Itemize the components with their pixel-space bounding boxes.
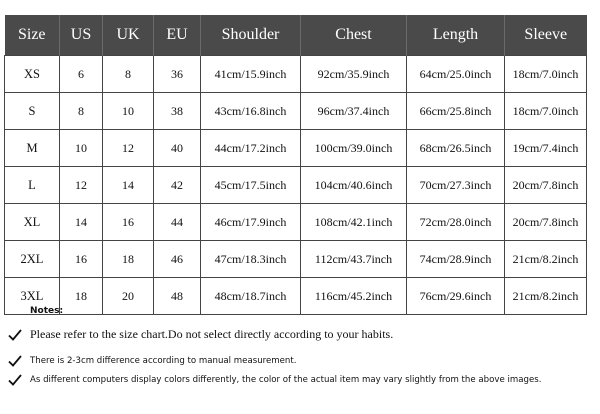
table-header-row bbox=[5, 15, 587, 56]
table-row bbox=[5, 204, 587, 241]
table-cell: 12 bbox=[103, 130, 154, 167]
table-cell: 18 bbox=[103, 241, 154, 278]
table-cell: 36 bbox=[154, 56, 201, 93]
table-cell: 10 bbox=[103, 93, 154, 130]
table-cell: 12 bbox=[60, 167, 103, 204]
note-item bbox=[8, 374, 541, 386]
column-header: EU bbox=[154, 15, 201, 56]
table-cell: 19cm/7.4inch bbox=[505, 130, 587, 167]
table-cell: 38 bbox=[154, 93, 201, 130]
table-cell: 14 bbox=[103, 167, 154, 204]
notes-section bbox=[8, 306, 593, 385]
table-row bbox=[5, 130, 587, 167]
table-cell: 104cm/40.6inch bbox=[301, 167, 407, 204]
size-chart-container bbox=[4, 15, 586, 315]
table-cell: 72cm/28.0inch bbox=[407, 204, 505, 241]
size-cell: L bbox=[5, 167, 60, 204]
table-cell: 8 bbox=[103, 56, 154, 93]
table-cell: 48 bbox=[154, 278, 201, 315]
note-item bbox=[8, 355, 296, 367]
table-cell: 40 bbox=[154, 130, 201, 167]
table-cell: 116cm/45.2inch bbox=[301, 278, 407, 315]
table-cell: 16 bbox=[103, 204, 154, 241]
size-cell: XL bbox=[5, 204, 60, 241]
table-cell: 47cm/18.3inch bbox=[201, 241, 301, 278]
size-cell: XS bbox=[5, 56, 60, 93]
table-cell: 42 bbox=[154, 167, 201, 204]
table-cell: 44 bbox=[154, 204, 201, 241]
table-cell: 68cm/26.5inch bbox=[407, 130, 505, 167]
table-cell: 10 bbox=[60, 130, 103, 167]
table-cell: 20cm/7.8inch bbox=[505, 167, 587, 204]
size-chart-table bbox=[4, 15, 587, 315]
table-cell: 18cm/7.0inch bbox=[505, 93, 587, 130]
note-item bbox=[8, 327, 393, 342]
note-text: Please refer to the size chart.Do not select directly according to your habits. bbox=[30, 327, 394, 341]
column-header: Sleeve bbox=[505, 15, 587, 56]
check-mark-icon bbox=[8, 329, 22, 341]
table-row bbox=[5, 93, 587, 130]
table-cell: 46cm/17.9inch bbox=[201, 204, 301, 241]
table-cell: 108cm/42.1inch bbox=[301, 204, 407, 241]
table-cell: 92cm/35.9inch bbox=[301, 56, 407, 93]
column-header: Shoulder bbox=[201, 15, 301, 56]
table-body bbox=[5, 56, 587, 315]
column-header: US bbox=[60, 15, 103, 56]
column-header: Chest bbox=[301, 15, 407, 56]
table-row bbox=[5, 56, 587, 93]
column-header: Length bbox=[407, 15, 505, 56]
table-cell: 70cm/27.3inch bbox=[407, 167, 505, 204]
table-cell: 21cm/8.2inch bbox=[505, 241, 587, 278]
column-header: UK bbox=[103, 15, 154, 56]
table-cell: 20 bbox=[103, 278, 154, 315]
size-cell: 2XL bbox=[5, 241, 60, 278]
note-text: As different computers display colors differently, the color of the actual item may vary slightly from the above images. bbox=[30, 375, 542, 385]
table-cell: 8 bbox=[60, 93, 103, 130]
size-cell: M bbox=[5, 130, 60, 167]
size-cell: S bbox=[5, 93, 60, 130]
table-row bbox=[5, 241, 587, 278]
notes-title: Notes: bbox=[30, 306, 64, 316]
table-cell: 43cm/16.8inch bbox=[201, 93, 301, 130]
table-cell: 18cm/7.0inch bbox=[505, 56, 587, 93]
table-cell: 14 bbox=[60, 204, 103, 241]
column-header: Size bbox=[5, 15, 60, 56]
table-cell: 41cm/15.9inch bbox=[201, 56, 301, 93]
table-cell: 20cm/7.8inch bbox=[505, 204, 587, 241]
table-cell: 21cm/8.2inch bbox=[505, 278, 587, 315]
check-mark-icon bbox=[8, 374, 22, 386]
note-text: There is 2-3cm difference according to manual measurement. bbox=[30, 356, 297, 366]
table-cell: 46 bbox=[154, 241, 201, 278]
table-cell: 64cm/25.0inch bbox=[407, 56, 505, 93]
table-cell: 45cm/17.5inch bbox=[201, 167, 301, 204]
size-cell: 3XL bbox=[5, 278, 60, 315]
table-cell: 76cm/29.6inch bbox=[407, 278, 505, 315]
table-cell: 18 bbox=[60, 278, 103, 315]
table-cell: 16 bbox=[60, 241, 103, 278]
table-row bbox=[5, 167, 587, 204]
table-cell: 112cm/43.7inch bbox=[301, 241, 407, 278]
table-cell: 100cm/39.0inch bbox=[301, 130, 407, 167]
table-cell: 74cm/28.9inch bbox=[407, 241, 505, 278]
table-cell: 48cm/18.7inch bbox=[201, 278, 301, 315]
table-cell: 66cm/25.8inch bbox=[407, 93, 505, 130]
table-cell: 96cm/37.4inch bbox=[301, 93, 407, 130]
table-cell: 44cm/17.2inch bbox=[201, 130, 301, 167]
table-cell: 6 bbox=[60, 56, 103, 93]
check-mark-icon bbox=[8, 355, 22, 367]
